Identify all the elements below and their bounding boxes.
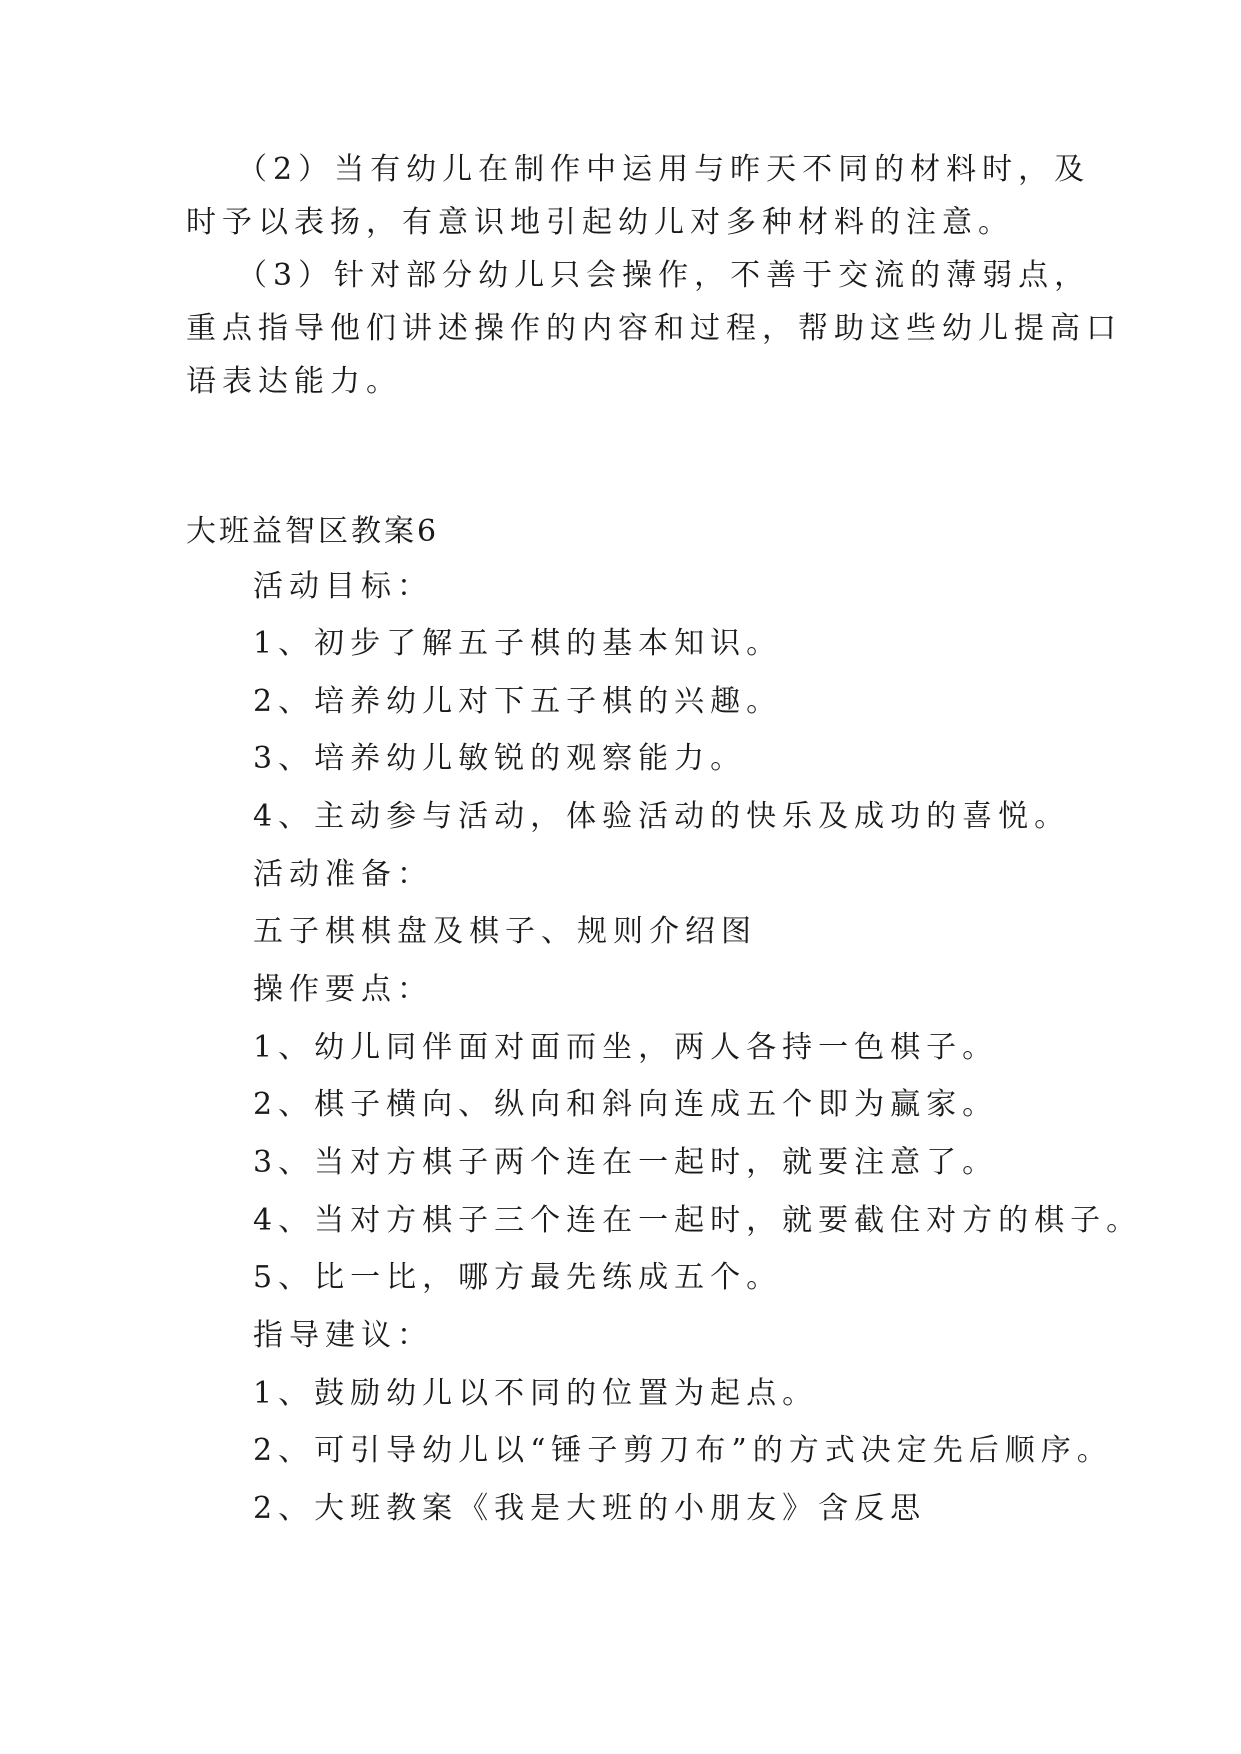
paragraph-line: （2）当有幼儿在制作中运用与昨天不同的材料时，及 [237, 152, 1091, 187]
next-item-title: 2、大班教案《我是大班的小朋友》含反思 [253, 1491, 927, 1526]
paragraph-line: （3）针对部分幼儿只会操作，不善于交流的薄弱点， [237, 258, 1091, 293]
paragraph-line: 语表达能力。 [186, 364, 402, 399]
goal-item: 1、初步了解五子棋的基本知识。 [253, 626, 783, 661]
operation-item: 1、幼儿同伴面对面而坐，两人各持一色棋子。 [253, 1030, 999, 1065]
goals-heading: 活动目标： [253, 569, 433, 604]
goal-item: 2、培养幼儿对下五子棋的兴趣。 [253, 684, 783, 719]
paragraph-line: 时予以表扬，有意识地引起幼儿对多种材料的注意。 [186, 205, 1014, 240]
goal-item: 4、主动参与活动，体验活动的快乐及成功的喜悦。 [253, 799, 1071, 834]
goal-item: 3、培养幼儿敏锐的观察能力。 [253, 741, 747, 776]
guidance-heading: 指导建议： [253, 1318, 433, 1353]
operation-item: 3、当对方棋子两个连在一起时，就要注意了。 [253, 1145, 999, 1180]
preparation-heading: 活动准备： [253, 857, 433, 892]
operation-item: 2、棋子横向、纵向和斜向连成五个即为赢家。 [253, 1087, 999, 1122]
operation-item: 5、比一比，哪方最先练成五个。 [253, 1260, 783, 1295]
section-title: 大班益智区教案6 [186, 514, 440, 549]
operation-heading: 操作要点： [253, 972, 433, 1007]
paragraph-line: 重点指导他们讲述操作的内容和过程，帮助这些幼儿提高口 [186, 311, 1122, 346]
guidance-item: 1、鼓励幼儿以不同的位置为起点。 [253, 1376, 819, 1411]
operation-item: 4、当对方棋子三个连在一起时，就要截住对方的棋子。 [253, 1203, 1143, 1238]
guidance-item: 2、可引导幼儿以“锤子剪刀布”的方式决定先后顺序。 [253, 1433, 1113, 1468]
preparation-text: 五子棋棋盘及棋子、规则介绍图 [253, 914, 757, 949]
